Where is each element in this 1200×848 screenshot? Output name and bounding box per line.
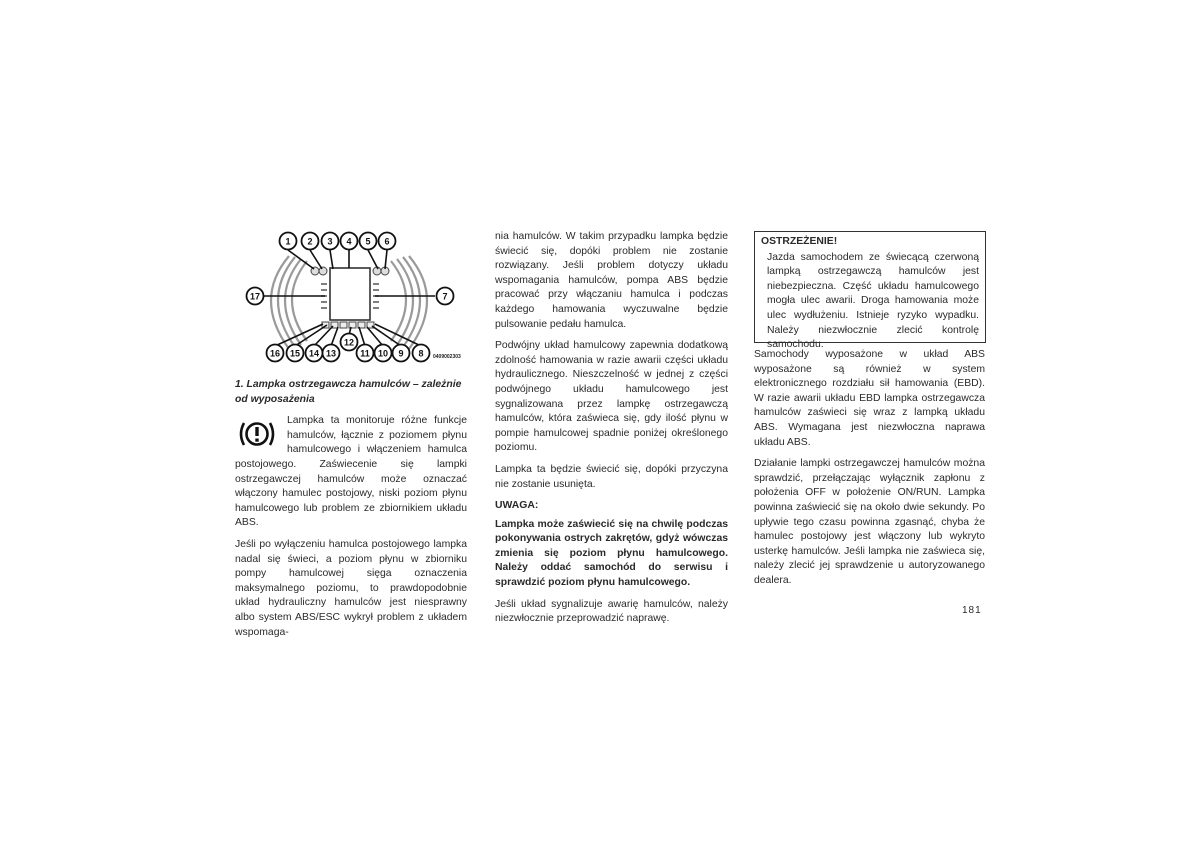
callout-9: 9	[398, 348, 404, 359]
callout-15: 15	[289, 348, 301, 359]
note-text: Lampka może zaświecić się na chwilę podczas pokonywania ostrych zakrętów, gdyż wówczas zmienia się poziom płynu hamulcowego. Należy oddać samochód do serwisu i sprawdzić poziom płynu hamulcowego.	[495, 518, 728, 589]
lamp-description	[235, 414, 467, 531]
col2-paragraph-3: Lampka ta będzie świecić się, dopóki przyczyna nie zostanie usunięta.	[495, 463, 728, 490]
callout-5: 5	[365, 236, 371, 247]
col2-paragraph-4: Jeśli układ sygnalizuje awarię hamulców, należy niezwłocznie przeprowadzić naprawę.	[495, 598, 728, 625]
lamp-paragraph-2: Jeśli po wyłączeniu hamulca postojowego lampka nadal się świeci, a poziom płynu w zbiorniku pompy hamulcowej sięga oznaczenia maksymalnego poziomu, to prawdopodobnie układ hydrauliczny hamulców jest niesprawny albo system ABS/ESC wykrył problem z układem wspomaga-	[235, 538, 467, 638]
section-heading: 1. Lampka ostrzegawcza hamulców – zależnie od wyposażenia	[235, 379, 462, 405]
column-2	[495, 230, 728, 634]
page-number: 181	[962, 605, 982, 616]
warning-body: Jazda samochodem ze świecącą czerwoną lampką ostrzegawczą hamulców jest niebezpieczna. Część układu hamulcowego mogła ulec awarii. Droga hamowania może ulec wydłużeniu. Istnieje ryzyko wypadku. Należy niezwłocznie zlecić kontrolę samochodu.	[767, 251, 979, 351]
instrument-cluster-diagram	[235, 229, 465, 367]
callout-4: 4	[346, 236, 352, 247]
lamp-paragraph-1: Lampka ta monitoruje różne funkcje hamulców, łącznie z poziomem płynu hamulcowego i włączeniem hamulca postojowego. Zaświecenie się lampki ostrzegawczej hamulców może oznaczać włączony hamulec postojowy, niski poziom płynu hamulcowego lub problem ze zbiornikiem układu ABS.	[235, 415, 467, 529]
callout-2: 2	[307, 236, 313, 247]
callout-8: 8	[418, 348, 424, 359]
callout-14: 14	[308, 348, 320, 359]
callout-3: 3	[327, 236, 333, 247]
center-display	[330, 268, 370, 320]
col3-paragraph-1: Samochody wyposażone w układ ABS wyposażone są również w system elektronicznego rozdziału sił hamowania (EBD). W razie awarii układu EBD lampka ostrzegawcza hamulców zaświeci się wraz z lampką układu ABS. Wymagana jest niezwłoczna naprawa układu ABS.	[754, 349, 985, 448]
callout-7: 7	[442, 291, 448, 302]
callout-13: 13	[325, 348, 337, 359]
callout-17: 17	[249, 291, 261, 302]
column-3	[754, 348, 985, 596]
column-1	[235, 378, 467, 647]
col3-paragraph-2: Działanie lampki ostrzegawczej hamulców można sprawdzić, przełączając wyłącznik zapłonu z położenia OFF w położenie ON/RUN. Lampka powinna zaświecić się na około dwie sekundy. Po upływie tego czasu powinna zgasnąć, chyba że hamulec postojowy jest włączony lub wykryto usterkę hamulców. Jeśli lampka nie zaświeca się, należy zlecić jej sprawdzenie u autoryzowanego dealera.	[754, 458, 985, 586]
callout-16: 16	[269, 348, 281, 359]
note-label: UWAGA:	[495, 500, 539, 512]
callout-6: 6	[384, 236, 390, 247]
warning-title: OSTRZEŻENIE!	[761, 236, 838, 247]
warning-box	[754, 231, 986, 351]
figure-code: 0409002303	[433, 354, 461, 360]
brake-warning-icon	[237, 417, 277, 451]
callout-11: 11	[360, 348, 370, 359]
col2-paragraph-1: nia hamulców. W takim przypadku lampka będzie świecić się, dopóki problem nie zostanie rozwiązany. Jeśli problem dotyczy układu wspomagania hamulców, pompa ABS będzie pracować przy włączaniu hamulca i podczas każdego hamowania wyczuwalne będzie pulsowanie pedału hamulca.	[495, 231, 728, 330]
col2-paragraph-2: Podwójny układ hamulcowy zapewnia dodatkową zdolność hamowania w razie awarii części układu hydraulicznego. Nieszczelność w jednej z części podwójnego układu hamulcowego jest sygnalizowana przez lampkę ostrzegawczą hamulców, która zaświeca się, gdy ilość płynu w pompie hamulcowej spadnie poniżej określonego poziomu.	[495, 340, 728, 454]
callout-12: 12	[343, 337, 355, 348]
callout-1: 1	[285, 236, 291, 247]
callout-10: 10	[377, 348, 389, 359]
